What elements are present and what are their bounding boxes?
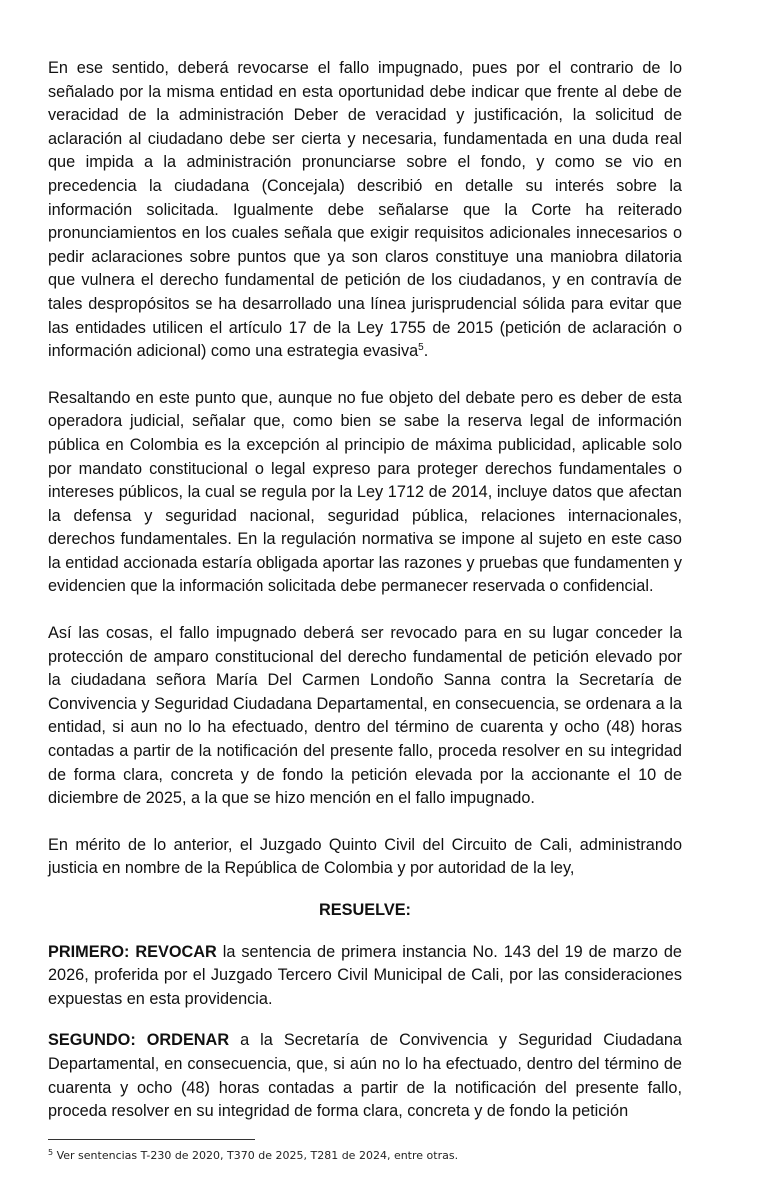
paragraph-text: Así las cosas, el fallo impugnado deberá ser revocado para en su lugar conceder la protección de amparo constitucional del derecho fundamental de petición elevado por la ciudadana señora María Del Carmen Londoño Sanna contra la Secretaría de Convivencia y Seguridad Ciudadana Departamental, en consecuencia, se ordenara a la entidad, si aun no lo ha efectuado, dentro del término de cuarenta y ocho (48) horas contadas a partir de la notificación del presente fallo, proceda resolver en su integridad de forma clara, concreta y de fondo la petición elevada por la accionante el 10 de diciembre de 2025, a la que se hizo mención en el fallo impugnado. <box>48 624 682 808</box>
footnote-reference[interactable]: 5 <box>418 342 424 354</box>
footnote-divider <box>48 1139 255 1140</box>
resolve-heading: RESUELVE: <box>319 901 411 919</box>
paragraph-text: Resaltando en este punto que, aunque no fue objeto del debate pero es deber de esta operadora judicial, señalar que, como bien se sabe la reserva legal de información pública en Colombia es la excepción al principio de máxima publicidad, aplicable solo por mandato constitucional o legal expreso para proteger derechos fundamentales o intereses públicos, la cual se regula por la Ley 1712 de 2014, incluye datos que afectan la defensa y seguridad nacional, seguridad pública, relaciones internacionales, derechos fundamentales. En la regulación normativa se impone al sujeto en este caso la entidad accionada estaría obligada aportar las razones y pruebas que fundamenten y evidencien que la información solicitada debe permanecer reservada o confidencial. <box>48 388 682 596</box>
resolution-second <box>48 1029 682 1123</box>
paragraph-revocation-reasoning <box>48 57 682 364</box>
resolution-label: SEGUNDO: ORDENAR <box>48 1031 230 1050</box>
resolution-first <box>48 941 682 1012</box>
resolution-text: a la Secretaría de Convivencia y Seguridad Ciudadana Departamental, en consecuencia, que, si aún no lo ha efectuado, dentro del término de cuarenta y ocho (48) horas contadas a partir de la notificación del presente fallo, proceda resolver en su integridad de forma clara, concreta y de fondo la petición <box>48 1031 682 1121</box>
paragraph-legal-reserve <box>48 387 682 599</box>
paragraph-conclusion <box>48 622 682 811</box>
resolution-text: la sentencia de primera instancia No. 143 del 19 de marzo de 2026, proferida por el Juzgado Tercero Civil Municipal de Cali, por las consideraciones expuestas en esta providencia. <box>48 942 682 1008</box>
footnote <box>48 1149 458 1162</box>
footnote-text: Ver sentencias T-230 de 2020, T370 de 2025, T281 de 2024, entre otras. <box>53 1149 459 1162</box>
paragraph-authority <box>48 834 682 881</box>
document-body <box>48 57 682 1147</box>
resolution-label: PRIMERO: REVOCAR <box>48 942 217 961</box>
paragraph-text: En mérito de lo anterior, el Juzgado Quinto Civil del Circuito de Cali, administrando justicia en nombre de la República de Colombia y por autoridad de la ley, <box>48 835 682 878</box>
footnote-number: 5 <box>48 1148 54 1157</box>
paragraph-text: En ese sentido, deberá revocarse el fallo impugnado, pues por el contrario de lo señalado por la misma entidad en esta oportunidad debe indicar que frente al debe de veracidad de la administración Deber de veracidad y justificación, la solicitud de aclaración al ciudadano debe ser cierta y necesaria, fundamentada en una duda real que impida a la administración pronunciarse sobre el fondo, y como se vio en precedencia la ciudadana (Concejala) describió en detalle su interés sobre la información solicitada. Igualmente debe señalarse que la Corte ha reiterado pronunciamientos en los cuales señala que exigir requisitos adicionales innecesarios o pedir aclaraciones sobre puntos que ya son claros constituye una maniobra dilatoria que vulnera el derecho fundamental de petición de los ciudadanos, y en contravía de tales despropósitos se ha desarrollado una línea jurisprudencial sólida para evitar que las entidades utilicen el artículo 17 de la Ley 1755 de 2015 (petición de aclaración o información adicional) como una estrategia evasiva <box>48 59 682 361</box>
paragraph-end: . <box>423 342 429 361</box>
